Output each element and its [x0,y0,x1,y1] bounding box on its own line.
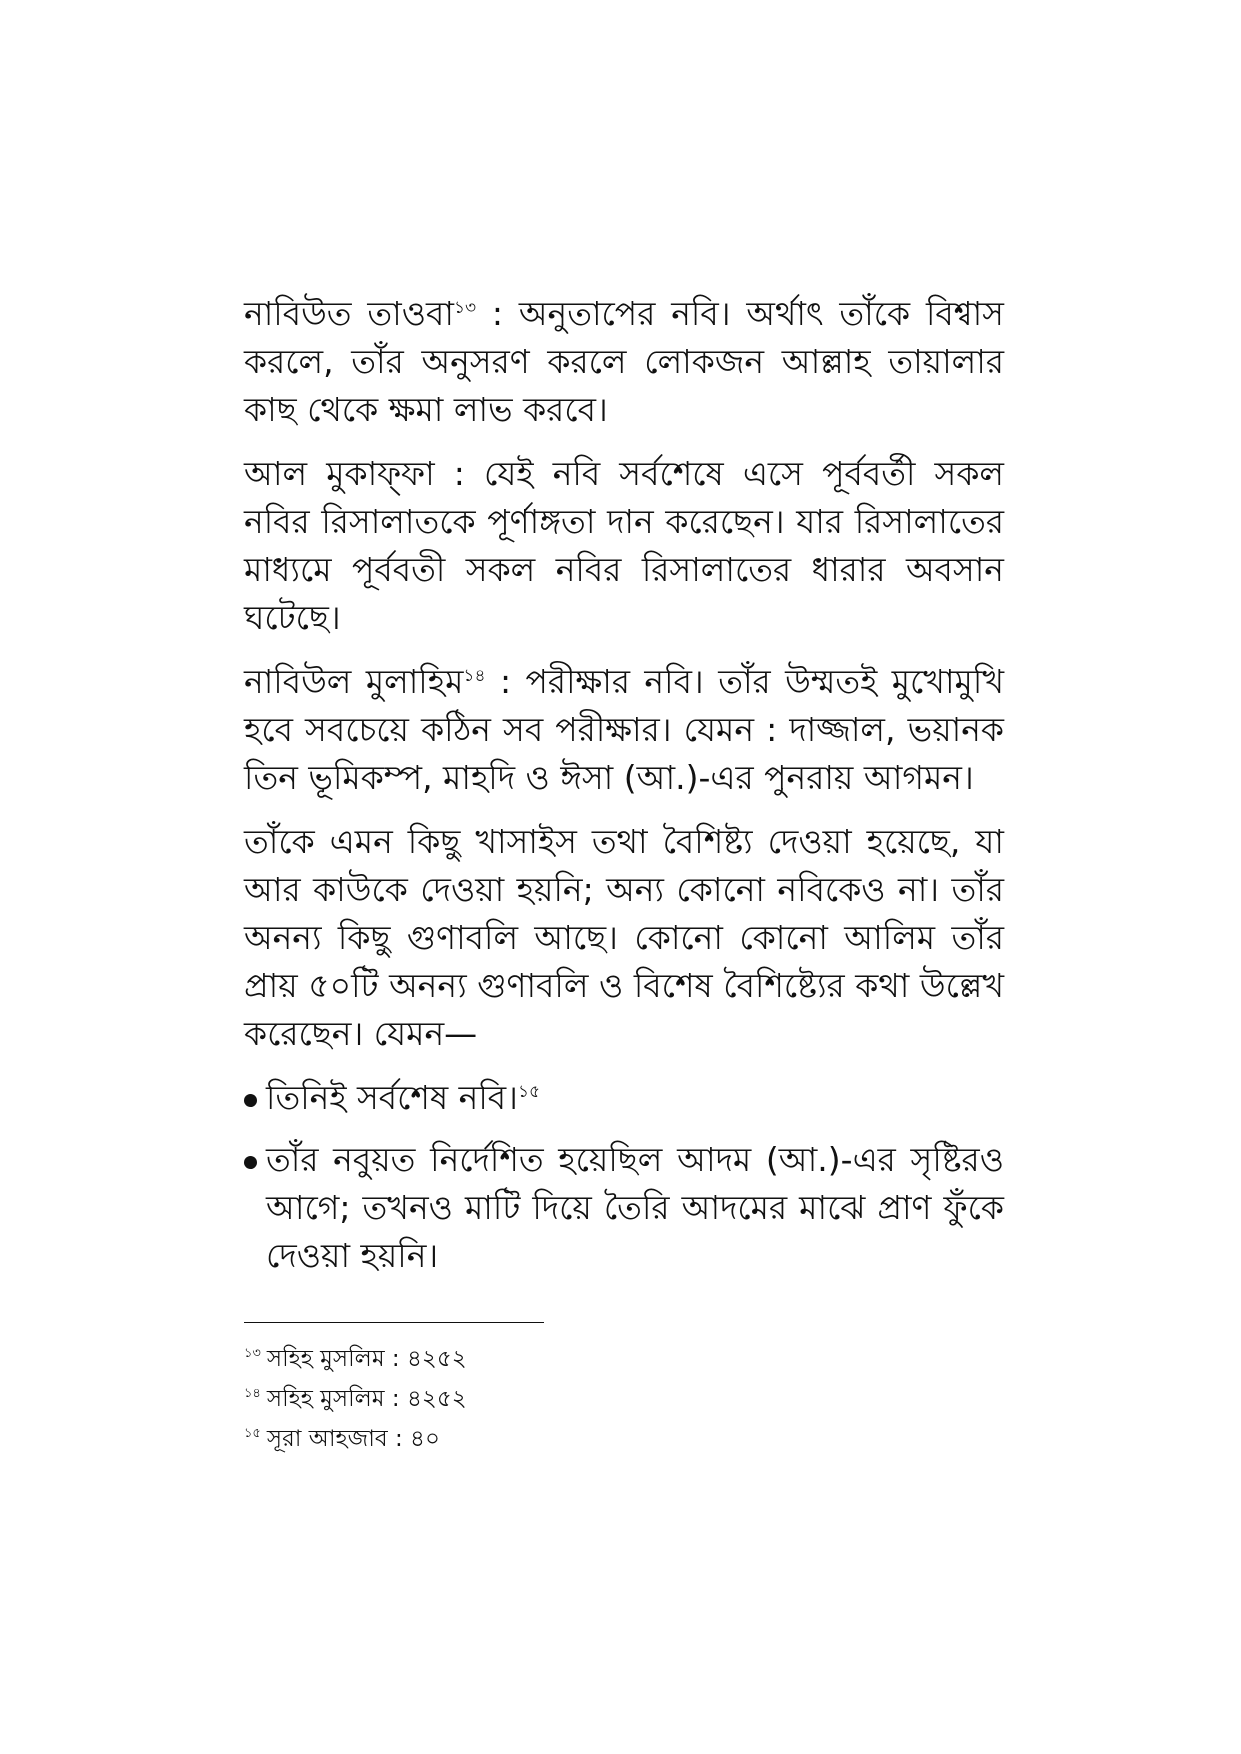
bullet-list [244,1074,1004,1280]
footnote-13 [244,1339,554,1379]
footnote-number: ১৫ [244,1426,261,1442]
footnote-ref[interactable]: ১৪ [463,666,486,686]
footnote-ref[interactable]: ১৫ [517,1082,540,1102]
term: নাবিউল মুলাহিম [244,662,464,701]
bullet-icon [244,1094,257,1107]
list-item [244,1136,1004,1280]
term: নাবিউত তাওবা [244,294,454,333]
paragraph-text: তাঁকে এমন কিছু খাসাইস তথা বৈশিষ্ট্য দেওয়া হয়েছে, যা আর কাউকে দেওয়া হয়নি; অন্য কোনো নবিকেও না। তাঁর অনন্য কিছু গুণাবলি আছে। কোনো কোনো আলিম তাঁর প্রায় ৫০টি অনন্য গুণাবলি ও বিশেষ বৈশিষ্ট্যের কথা উল্লেখ করেছেন। যেমন— [244,822,1004,1053]
footnote-text: সহিহ মুসলিম : ৪২৫২ [266,1386,467,1412]
paragraph-text: : পরীক্ষার নবি। তাঁর উম্মতই মুখোমুখি হবে সবচেয়ে কঠিন সব পরীক্ষার। যেমন : দাজ্জাল, ভয়ানক তিন ভূমিকম্প, মাহদি ও ঈসা (আ.)-এর পুনরায় আগমন। [244,662,1004,797]
footnote-divider [244,1322,544,1323]
page-body [244,290,1004,1294]
paragraph-nabiut-tawba [244,290,1004,434]
footnote-number: ১৩ [244,1346,261,1362]
paragraph-al-mukaffa [244,450,1004,642]
term: আল মুকাফ্‌ফা [244,454,435,493]
footnote-number: ১৪ [244,1386,261,1402]
paragraph-nabiul-mulahim [244,658,1004,802]
paragraph-text: : অনুতাপের নবি। অর্থাৎ তাঁকে বিশ্বাস করলে, তাঁর অনুসরণ করলে লোকজন আল্লাহ তায়ালার কাছ থেকে ক্ষমা লাভ করবে। [244,294,1004,429]
footnotes-section [244,1322,554,1459]
paragraph-khasais [244,818,1004,1058]
footnote-14 [244,1379,554,1419]
bullet-icon [244,1156,257,1169]
footnote-15 [244,1419,554,1459]
paragraph-text: : যেই নবি সর্বশেষে এসে পূর্ববর্তী সকল নবির রিসালাতকে পূর্ণাঙ্গতা দান করেছেন। যার রিসালাতের মাধ্যমে পূর্ববতী সকল নবির রিসালাতের ধারার অবসান ঘটেছে। [244,454,1005,637]
footnote-ref[interactable]: ১৩ [453,298,477,318]
footnote-text: সূরা আহজাব : ৪০ [266,1426,440,1452]
list-item [244,1074,1004,1122]
bullet-text: তিনিই সর্বশেষ নবি। [266,1078,518,1117]
bullet-text: তাঁর নবুয়ত নির্দেশিত হয়েছিল আদম (আ.)-এর সৃষ্টিরও আগে; তখনও মাটি দিয়ে তৈরি আদমের মাঝে প্রাণ ফুঁকে দেওয়া হয়নি। [266,1140,1004,1275]
footnote-text: সহিহ মুসলিম : ৪২৫২ [266,1346,467,1372]
